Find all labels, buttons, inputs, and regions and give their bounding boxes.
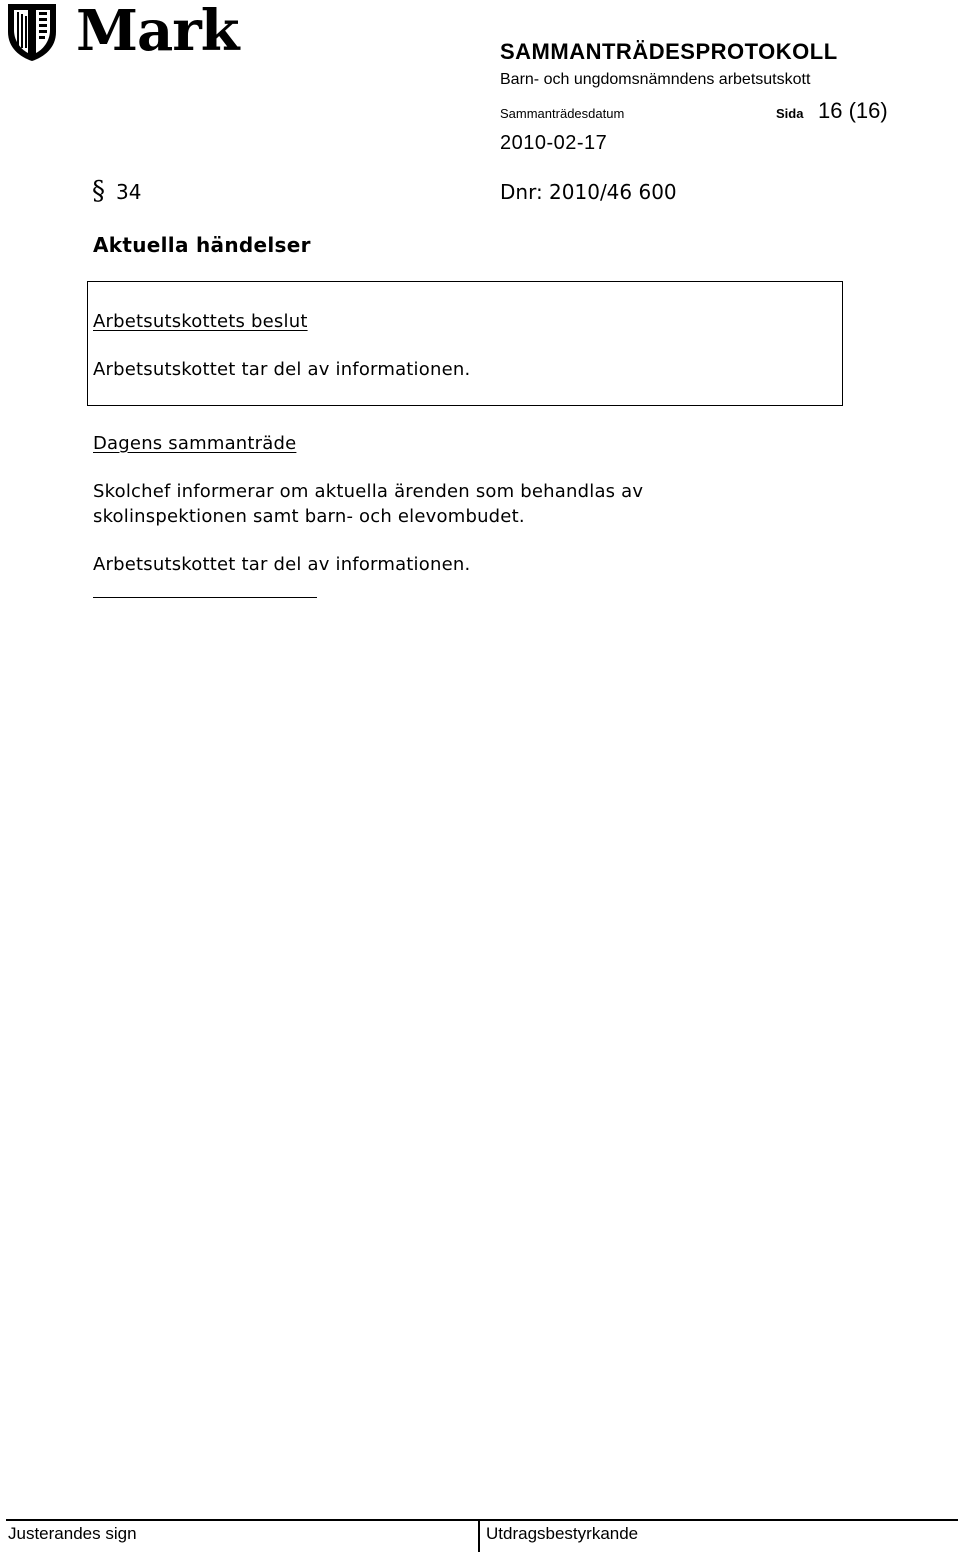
meeting-decision-text: Arbetsutskottet tar del av informationen. bbox=[93, 554, 471, 575]
meeting-heading: Dagens sammanträde bbox=[93, 433, 297, 454]
page-number: 16 (16) bbox=[818, 98, 888, 123]
section-sign: § bbox=[92, 176, 105, 206]
certification-label: Utdragsbestyrkande bbox=[486, 1524, 639, 1543]
meeting-date-label: Sammanträdesdatum bbox=[500, 106, 625, 121]
footer-divider bbox=[478, 1520, 480, 1552]
decision-text: Arbetsutskottet tar del av informationen. bbox=[93, 359, 471, 380]
end-rule bbox=[93, 597, 317, 598]
decision-heading: Arbetsutskottets beslut bbox=[93, 311, 308, 332]
footer-rule bbox=[6, 1519, 958, 1521]
committee-name: Barn- och ungdomsnämndens arbetsutskott bbox=[500, 71, 811, 88]
page-label: Sida bbox=[776, 106, 804, 121]
document-type: SAMMANTRÄDESPROTOKOLL bbox=[500, 39, 838, 64]
meeting-text-line-1: Skolchef informerar om aktuella ärenden som behandlas av bbox=[93, 481, 644, 502]
section-number: 34 bbox=[116, 180, 142, 204]
decision-box bbox=[87, 281, 843, 406]
logo-wordmark: Mark bbox=[76, 0, 239, 64]
signature-label: Justerandes sign bbox=[8, 1524, 137, 1543]
case-number: Dnr: 2010/46 600 bbox=[500, 180, 677, 204]
coat-of-arms-emblem bbox=[6, 2, 58, 62]
section-title: Aktuella händelser bbox=[93, 233, 311, 257]
meeting-date: 2010-02-17 bbox=[500, 132, 608, 154]
meeting-text-line-2: skolinspektionen samt barn- och elevombudet. bbox=[93, 506, 525, 527]
